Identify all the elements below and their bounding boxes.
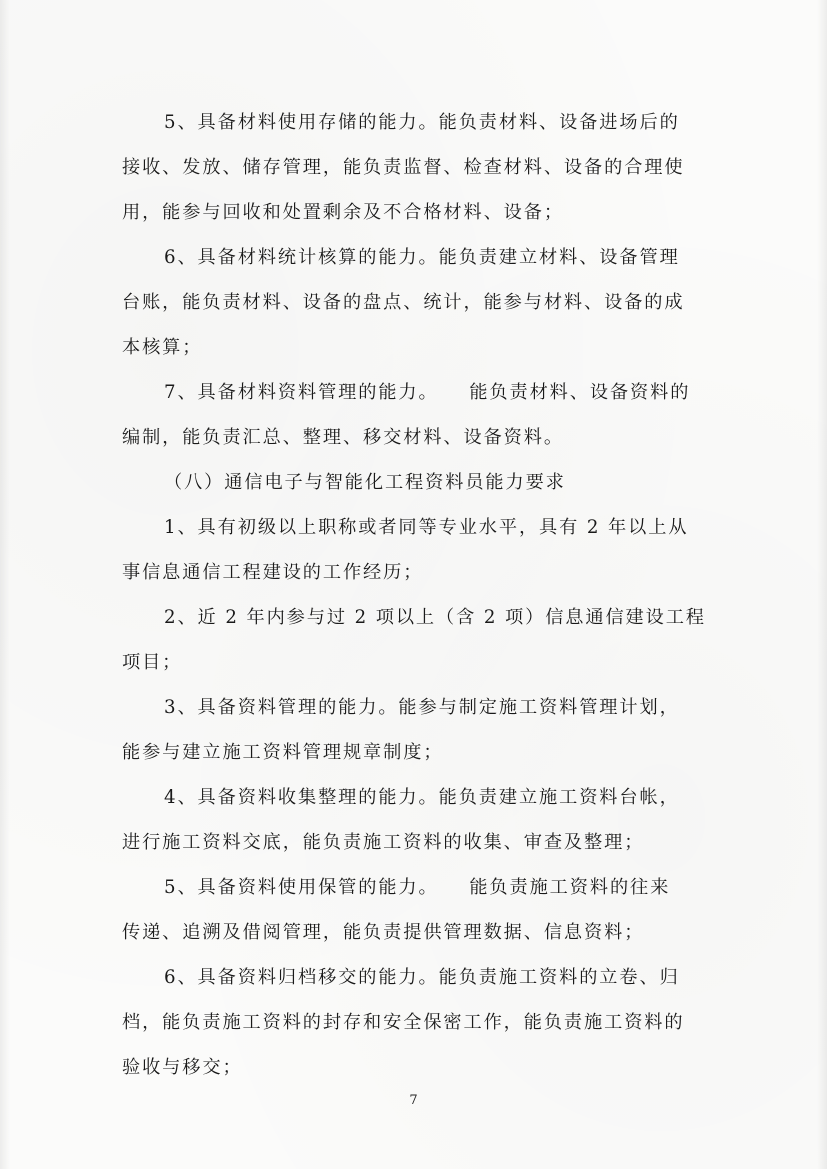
text-line: 传递、追溯及借阅管理，能负责提供管理数据、信息资料；	[122, 922, 645, 943]
text-line: 能参与建立施工资料管理规章制度；	[122, 742, 444, 763]
text-line: 用，能参与回收和处置剩余及不合格材料、设备；	[122, 202, 564, 223]
text-line: 6、具备资料归档移交的能力。能负责施工资料的立卷、归	[164, 967, 680, 988]
text-line: 5、具备资料使用保管的能力。 能负责施工资料的往来	[164, 877, 671, 898]
text-line: 2、近 2 年内参与过 2 项以上（含 2 项）信息通信建设工程	[164, 607, 706, 628]
text-line: 1、具有初级以上职称或者同等专业水平，具有 2 年以上从	[164, 517, 689, 538]
text-line: 5、具备材料使用存储的能力。能负责材料、设备进场后的	[164, 112, 680, 133]
text-line: 6、具备材料统计核算的能力。能负责建立材料、设备管理	[164, 247, 680, 268]
text-line: 本核算；	[122, 337, 203, 358]
text-line: 台账，能负责材料、设备的盘点、统计，能参与材料、设备的成	[122, 292, 685, 313]
section-heading: （八）通信电子与智能化工程资料员能力要求	[164, 472, 566, 493]
text-line: 进行施工资料交底，能负责施工资料的收集、审查及整理；	[122, 832, 645, 853]
body-text	[122, 100, 722, 1090]
text-line: 验收与移交；	[122, 1057, 243, 1078]
text-line: 项目；	[122, 652, 183, 673]
scan-edge-right	[817, 0, 827, 1169]
text-line: 档，能负责施工资料的封存和安全保密工作，能负责施工资料的	[122, 1012, 685, 1033]
scan-edge-left	[0, 0, 10, 1169]
text-line: 编制，能负责汇总、整理、移交材料、设备资料。	[122, 427, 564, 448]
text-line: 事信息通信工程建设的工作经历；	[122, 562, 424, 583]
text-line: 7、具备材料资料管理的能力。 能负责材料、设备资料的	[164, 382, 691, 403]
text-line: 3、具备资料管理的能力。能参与制定施工资料管理计划，	[164, 697, 680, 718]
text-line: 接收、发放、储存管理，能负责监督、检查材料、设备的合理使	[122, 157, 685, 178]
text-line: 4、具备资料收集整理的能力。能负责建立施工资料台帐，	[164, 787, 680, 808]
page-number: 7	[409, 1093, 418, 1108]
